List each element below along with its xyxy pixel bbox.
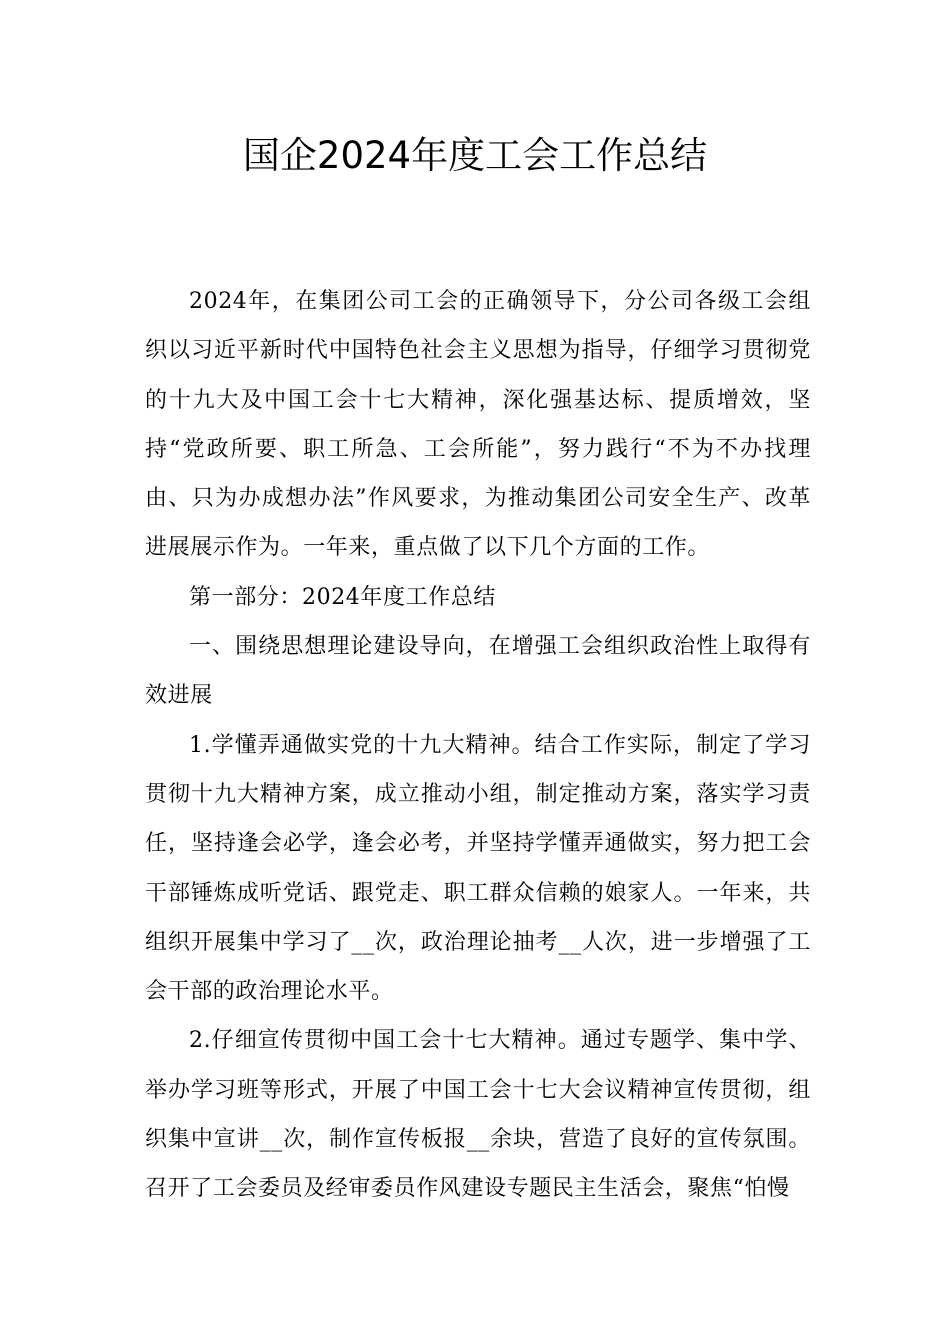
section-heading-part-one: 第一部分：2024年度工作总结 <box>189 584 496 610</box>
paragraph-intro: 2024年，在集团公司工会的正确领导下，分公司各级工会组织以习近平新时代中国特色社会主义思想为指导，仔细学习贯彻党的十九大及中国工会十七大精神，深化强基达标、提质增效，坚持“党政所要、职工所急、工会所能”，努力践行“不为不办找理由、只为办成想办法”作风要求，为推动集团公司安全生产、改革进展展示作为。一年来，重点做了以下几个方面的工作。 <box>145 289 811 561</box>
paragraph-item-1: 1.学懂弄通做实党的十九大精神。结合工作实际，制定了学习贯彻十九大精神方案，成立推动小组，制定推动方案，落实学习责任，坚持逢会必学，逢会必考，并坚持学懂弄通做实，努力把工会干部锤炼成听党话、跟党走、职工群众信赖的娘家人。一年来，共组织开展集中学习了__次，政治理论抽考__人次，进一步增强了工会干部的政治理论水平。 <box>145 732 811 1005</box>
section-heading-one: 一、围绕思想理论建设导向，在增强工会组织政治性上取得有效进展 <box>145 634 811 709</box>
document-body <box>145 277 811 1214</box>
document-title: 国企2024年度工会工作总结 <box>242 134 708 177</box>
paragraph-item-2: 2.仔细宣传贯彻中国工会十七大精神。通过专题学、集中学、举办学习班等形式，开展了中国工会十七大会议精神宣传贯彻，组织集中宣讲__次，制作宣传板报__余块，营造了良好的宣传氛围。召开了工会委员及经审委员作风建设专题民主生活会，聚焦“怕慢 <box>145 1028 811 1202</box>
